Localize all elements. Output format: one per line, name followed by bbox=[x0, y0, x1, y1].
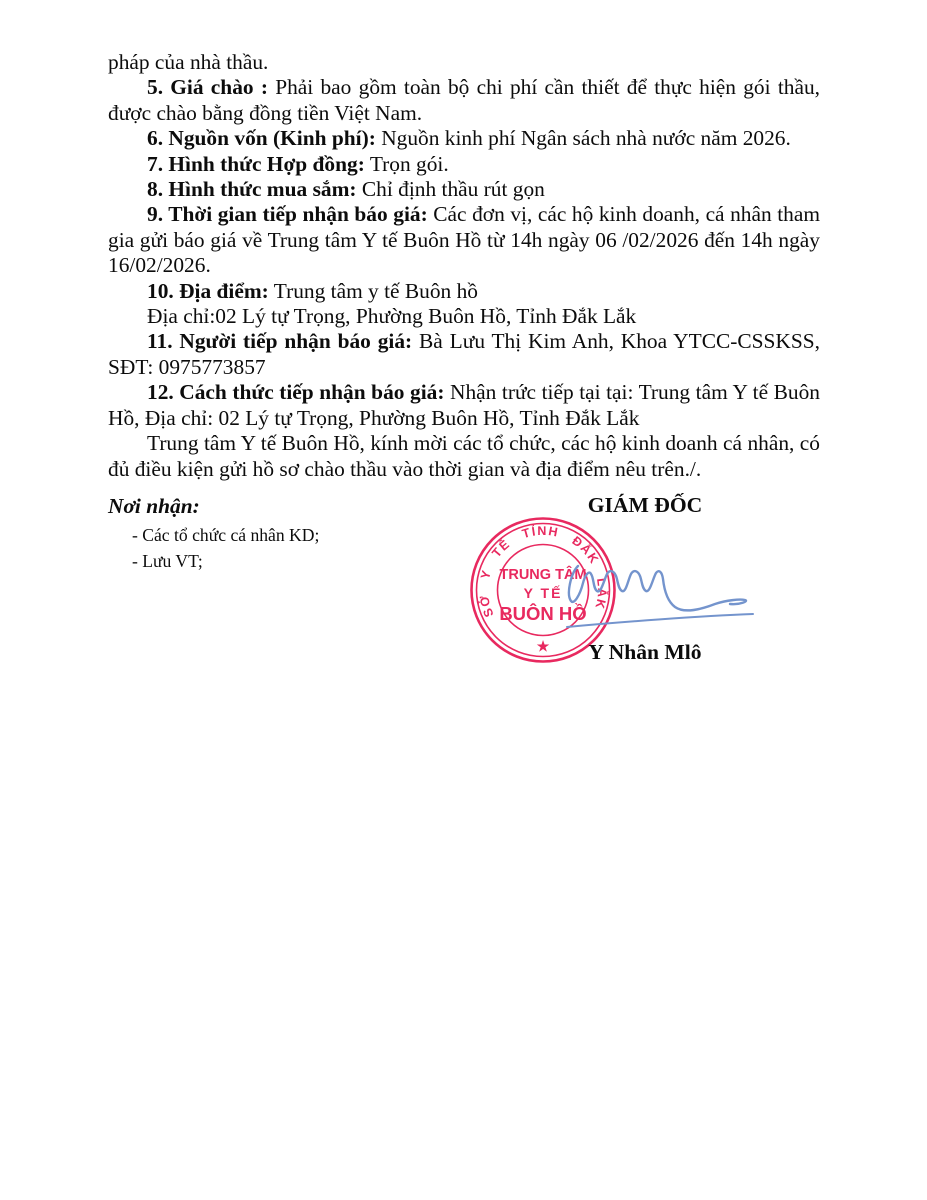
paragraph-item-8 bbox=[108, 177, 820, 202]
handwritten-signature bbox=[550, 553, 770, 645]
paragraph-address bbox=[108, 304, 820, 329]
paragraph-item-5 bbox=[108, 75, 820, 126]
stamp-center-line3: BUÔN HỒ bbox=[499, 603, 587, 624]
stamp-center-line1: TRUNG TÂM bbox=[499, 567, 587, 583]
recipient-item: - Các tổ chức cá nhân KD; bbox=[132, 525, 320, 545]
signature-scribble bbox=[569, 566, 746, 610]
paragraph-item-7 bbox=[108, 152, 820, 177]
recipients-block bbox=[108, 494, 319, 574]
paragraph-text: Các đơn vị, các hộ kinh doanh, cá nhân tham gia gửi báo giá về Trung tâm Y tế Buôn Hồ từ 14h ngày 06 /02/2026 đến 14h ngày 16/02/2026. bbox=[108, 202, 820, 278]
signer-title: GIÁM ĐỐC bbox=[587, 493, 703, 517]
stamp-center-line2: Y TẾ bbox=[523, 585, 563, 601]
paragraph-continuation bbox=[108, 50, 820, 75]
paragraph-text: Nhận trức tiếp tại tại: Trung tâm Y tế Buôn Hồ, Địa chỉ: 02 Lý tự Trọng, Phường Buôn Hồ, Tỉnh Đắk Lắk bbox=[108, 380, 821, 430]
paragraph-label: 10. Địa điểm: bbox=[147, 278, 269, 303]
recipient-item: - Lưu VT; bbox=[132, 551, 203, 571]
paragraph-item-6 bbox=[108, 126, 820, 151]
paragraph-label: 12. Cách thức tiếp nhận báo giá: bbox=[147, 380, 445, 405]
paragraph-text: Bà Lưu Thị Kim Anh, Khoa YTCC-CSSKSS, SĐT: 0975773857 bbox=[108, 329, 820, 379]
recipients-heading: Nơi nhận: bbox=[108, 494, 200, 518]
paragraph-item-9 bbox=[108, 202, 820, 278]
paragraph-text: Chỉ định thầu rút gọn bbox=[356, 177, 545, 202]
signer-name: Y Nhân Mlô bbox=[588, 640, 702, 664]
stamp-star-icon: ★ bbox=[536, 638, 550, 654]
paragraph-text: pháp của nhà thầu. bbox=[108, 50, 269, 74]
paragraph-text: Trung tâm y tế Buôn hồ bbox=[268, 278, 478, 303]
paragraph-invitation bbox=[108, 431, 820, 482]
paragraph-text: Nguồn kinh phí Ngân sách nhà nước năm 2026. bbox=[375, 126, 791, 151]
paragraph-label: 6. Nguồn vốn (Kinh phí): bbox=[147, 126, 376, 151]
paragraph-text: Trung tâm Y tế Buôn Hồ, kính mời các tổ chức, các hộ kinh doanh cá nhân, có đủ điều kiện gửi hồ sơ chào thầu vào thời gian và địa điểm nêu trên./. bbox=[108, 431, 820, 481]
paragraph-label: 5. Giá chào : bbox=[147, 75, 268, 100]
paragraph-label: 8. Hình thức mua sắm: bbox=[147, 177, 357, 202]
document-body bbox=[108, 50, 820, 482]
paragraph-item-12 bbox=[108, 380, 820, 431]
paragraph-item-11 bbox=[108, 329, 820, 380]
paragraph-label: 7. Hình thức Hợp đồng: bbox=[147, 151, 365, 176]
paragraph-label: 11. Người tiếp nhận báo giá: bbox=[147, 329, 413, 354]
paragraph-text: Trọn gói. bbox=[364, 151, 449, 176]
paragraph-text: Địa chỉ:02 Lý tự Trọng, Phường Buôn Hồ, Tỉnh Đắk Lắk bbox=[147, 304, 637, 329]
paragraph-text: Phải bao gồm toàn bộ chi phí cần thiết để thực hiện gói thầu, được chào bằng đồng tiền Việt Nam. bbox=[108, 75, 820, 125]
paragraph-label: 9. Thời gian tiếp nhận báo giá: bbox=[147, 202, 428, 227]
stamp-ring-text: SỞ Y TẾ TỈNH ĐẮK LẮK bbox=[476, 523, 610, 620]
signature-underline bbox=[567, 614, 753, 627]
paragraph-item-10 bbox=[108, 279, 820, 304]
